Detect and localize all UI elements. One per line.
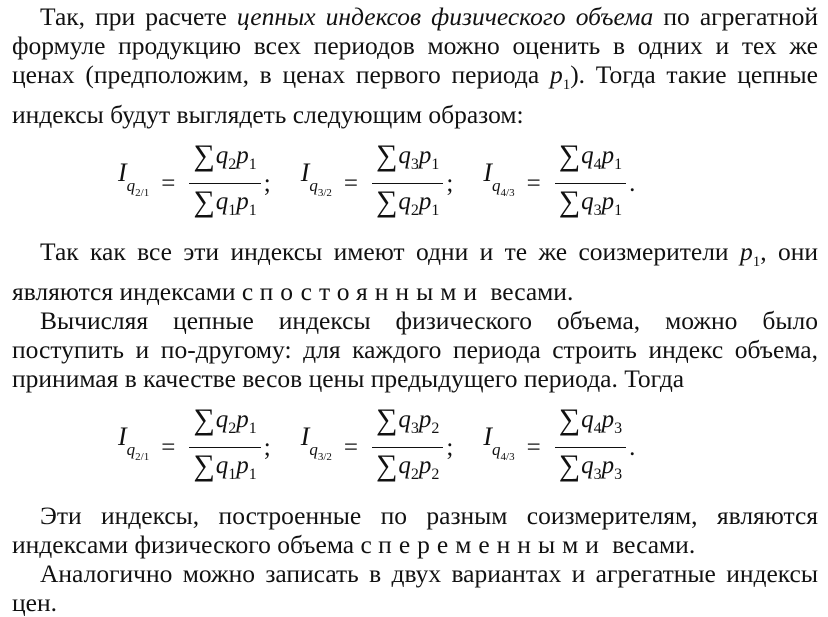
symbol-q: q — [309, 440, 318, 459]
index-symbol — [301, 422, 332, 472]
formula-row-constant-weights — [12, 133, 818, 233]
sum-sign: ∑ — [376, 448, 398, 482]
symbol-q: q — [581, 451, 594, 479]
text-run: весами. — [605, 530, 696, 559]
symbol-p: p — [601, 451, 615, 479]
punctuation: ; — [446, 433, 454, 461]
symbol-subscript: 2 — [431, 465, 440, 483]
paragraph-variable-weights — [12, 501, 818, 559]
symbol-q: q — [215, 405, 229, 433]
symbol-q: q — [492, 440, 501, 459]
period-ratio: 4/3 — [500, 187, 515, 199]
fraction — [555, 402, 626, 493]
period-ratio: 2/1 — [135, 451, 150, 463]
symbol-subscript: 1 — [248, 465, 257, 483]
period-ratio: 2/1 — [135, 187, 150, 199]
equals-sign: = — [526, 169, 541, 197]
index-subscript — [492, 440, 515, 463]
paragraph-chain-indices-intro — [12, 2, 818, 129]
symbol-subscript: 1 — [431, 201, 440, 219]
sum-sign: ∑ — [376, 402, 398, 436]
symbol-subscript: 1 — [614, 201, 623, 219]
symbol-p: p — [601, 187, 615, 215]
index-formula-4-3 — [483, 138, 635, 229]
fraction-denominator — [555, 184, 626, 229]
period-ratio: 3/2 — [317, 451, 332, 463]
symbol-subscript: 3 — [614, 465, 623, 483]
symbol-subscript: 1 — [614, 155, 623, 173]
symbol-subscript: 2 — [228, 155, 237, 173]
symbol-I: I — [300, 422, 310, 451]
punctuation: ; — [446, 169, 454, 197]
symbol-p: p — [549, 60, 563, 89]
fraction-numerator — [372, 402, 443, 447]
paragraph-price-indices: Аналогично можно записать в двух вариантах и агрегатные индексы цен. — [12, 559, 818, 617]
index-formula-3-2 — [301, 402, 454, 493]
symbol-subscript: 1 — [248, 155, 257, 173]
symbol-q: q — [215, 187, 229, 215]
fraction — [372, 402, 443, 493]
symbol-I: I — [483, 158, 493, 187]
fraction — [555, 138, 626, 229]
symbol-q: q — [398, 451, 411, 479]
symbol-q: q — [309, 176, 318, 195]
sum-sign: ∑ — [193, 402, 215, 436]
equals-sign: = — [161, 169, 176, 197]
fraction-numerator — [189, 138, 260, 183]
index-symbol — [483, 422, 514, 472]
index-formula-2-1 — [118, 402, 271, 493]
text-run: , они являются индексами с — [12, 237, 818, 306]
symbol-p: p — [418, 451, 432, 479]
sum-sign: ∑ — [558, 448, 581, 482]
fraction-numerator — [372, 138, 443, 183]
equals-sign: = — [161, 433, 176, 461]
symbol-subscript: 2 — [431, 419, 440, 437]
symbol-I: I — [118, 158, 127, 187]
symbol-subscript: 1 — [752, 254, 761, 270]
index-subscript — [309, 440, 332, 463]
symbol-subscript: 2 — [410, 201, 419, 219]
symbol-subscript: 1 — [248, 201, 257, 219]
sum-sign: ∑ — [193, 184, 215, 218]
text-run: Эти индексы, построенные по разным соизмерителям, являются индексами физического объема с — [12, 501, 818, 559]
symbol-subscript: 1 — [228, 465, 237, 483]
symbol-subscript: 1 — [228, 201, 237, 219]
fraction-denominator — [372, 184, 443, 229]
sum-sign: ∑ — [193, 138, 215, 172]
symbol-subscript: 4 — [593, 155, 602, 173]
sum-sign: ∑ — [558, 184, 581, 218]
symbol-p: p — [418, 405, 432, 433]
spaced-term-variable: переменными — [378, 530, 606, 559]
spaced-term-constant: постоянными — [259, 277, 484, 306]
symbol-I: I — [300, 158, 310, 187]
symbol-q: q — [398, 405, 411, 433]
symbol-I: I — [483, 422, 493, 451]
symbol-p: p — [418, 141, 432, 169]
symbol-I: I — [118, 422, 127, 451]
period-ratio: 4/3 — [500, 451, 515, 463]
paragraph-alternative-method: Вычисляя цепные индексы физического объема, можно было поступить и по-другому: для каждого периода строить индекс объема, принимая в качестве весов цены предыдущего периода. Тогда — [12, 306, 818, 393]
symbol-q: q — [215, 141, 229, 169]
index-subscript — [309, 176, 332, 199]
fraction — [189, 138, 260, 229]
fraction — [189, 402, 260, 493]
symbol-q: q — [398, 141, 411, 169]
equals-sign: = — [343, 433, 359, 461]
symbol-q: q — [581, 405, 594, 433]
fraction-denominator — [372, 448, 443, 493]
period-ratio: 3/2 — [317, 187, 332, 199]
sum-sign: ∑ — [558, 402, 581, 436]
fraction-denominator — [189, 184, 260, 229]
symbol-p: p — [418, 187, 432, 215]
symbol-q: q — [215, 451, 229, 479]
fraction-denominator — [189, 448, 260, 493]
index-subscript — [126, 440, 150, 463]
index-symbol — [118, 158, 149, 208]
fraction-denominator — [555, 448, 626, 493]
text-run: по агрегатной формуле продукцию всех периодов можно оценить в одних и тех же ценах (предположим, в ценах первого периода — [12, 2, 819, 89]
text-run: Так как все эти индексы имеют одни и те же соизмерители — [40, 237, 740, 266]
symbol-subscript: 3 — [593, 201, 602, 219]
sum-sign: ∑ — [558, 138, 581, 172]
symbol-p: p — [236, 405, 249, 433]
index-formula-4-3 — [483, 402, 635, 493]
symbol-subscript: 4 — [593, 419, 602, 437]
punctuation: . — [629, 169, 636, 197]
symbol-subscript: 2 — [228, 419, 237, 437]
punctuation: ; — [263, 169, 271, 197]
text-run: весами. — [484, 277, 574, 306]
index-symbol — [118, 422, 149, 472]
symbol-q: q — [581, 141, 594, 169]
symbol-subscript: 1 — [431, 155, 440, 173]
equals-sign: = — [343, 169, 359, 197]
fraction-numerator — [189, 402, 260, 447]
symbol-q: q — [581, 187, 594, 215]
index-formula-2-1 — [118, 138, 271, 229]
index-subscript — [492, 176, 515, 199]
emphasis-chain-volume-indices: цепных индексов физического объема — [236, 2, 654, 31]
index-subscript — [126, 176, 150, 199]
symbol-q: q — [126, 440, 136, 459]
symbol-subscript: 3 — [410, 419, 419, 437]
symbol-subscript: 3 — [410, 155, 419, 173]
sum-sign: ∑ — [376, 138, 398, 172]
fraction — [372, 138, 443, 229]
symbol-p: p — [236, 451, 249, 479]
index-symbol — [483, 158, 514, 208]
symbol-p: p — [601, 141, 615, 169]
symbol-subscript: 3 — [593, 465, 602, 483]
symbol-q: q — [492, 176, 501, 195]
paragraph-constant-weights — [12, 237, 818, 306]
symbol-subscript: 3 — [614, 419, 623, 437]
sum-sign: ∑ — [193, 448, 215, 482]
symbol-q: q — [126, 176, 136, 195]
symbol-subscript: 1 — [562, 77, 571, 93]
text-run: Так, при расчете — [40, 2, 237, 31]
symbol-p: p — [236, 141, 249, 169]
fraction-numerator — [555, 402, 626, 447]
index-formula-3-2 — [301, 138, 454, 229]
fraction-numerator — [555, 138, 626, 183]
punctuation: ; — [263, 433, 271, 461]
symbol-p: p — [601, 405, 615, 433]
punctuation: . — [629, 433, 636, 461]
symbol-q: q — [398, 187, 411, 215]
sum-sign: ∑ — [376, 184, 398, 218]
formula-row-variable-weights — [12, 397, 818, 497]
text-run: ). Тогда такие цепные индексы будут выглядеть следующим образом: — [12, 60, 818, 129]
index-symbol — [301, 158, 332, 208]
symbol-p: p — [739, 237, 753, 266]
symbol-subscript: 2 — [410, 465, 419, 483]
equals-sign: = — [526, 433, 541, 461]
symbol-p: p — [236, 187, 249, 215]
symbol-subscript: 1 — [248, 419, 257, 437]
